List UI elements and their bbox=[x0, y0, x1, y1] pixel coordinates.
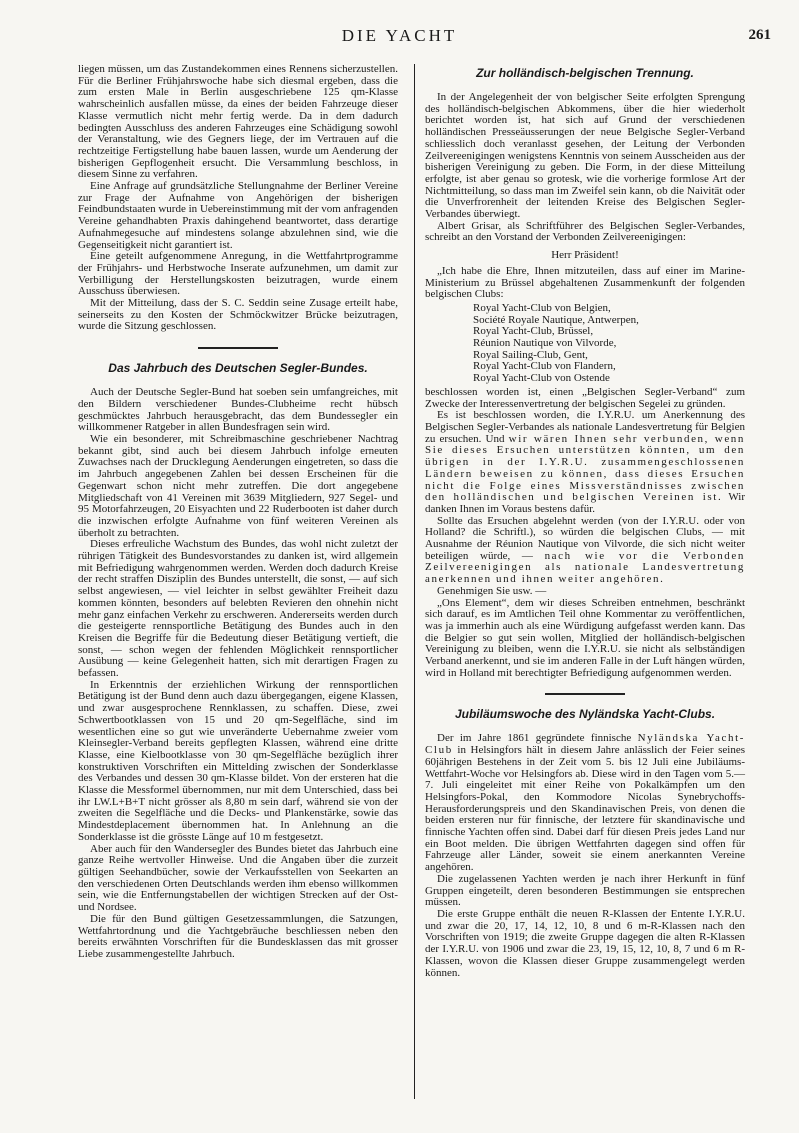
club-item: Royal Yacht-Club von Belgien, bbox=[473, 301, 611, 314]
text-run: Der im Jahre 1861 gegründete finnische bbox=[437, 732, 638, 745]
text-run-spaced: wir wären Ihnen sehr verbunden, wenn Sie dieses Ersuchen unterstützen könnten, um den übrigen in der I.Y.R.U. zusammengeschlossenen Ländern beweisen zu können, dass dieses Ersuchen nicht die Folge eines Missverständnisses zwischen den holländischen und belgischen Vereinen ist. bbox=[425, 432, 746, 504]
paragraph: Eine geteilt aufgenommene Anregung, in die Wettfahrtprogramme der Frühjahrs- und Herbstwoche Inserate aufzunehmen, um damit zur Verbilligung der Herstellungskosten beizutragen, wurde einem Ausschuss überwiesen. bbox=[78, 250, 398, 298]
paragraph bbox=[425, 733, 745, 873]
page-header bbox=[0, 26, 799, 48]
article-heading: Zur holländisch-belgischen Trennung. bbox=[476, 66, 694, 80]
section-divider bbox=[198, 347, 278, 349]
left-column bbox=[78, 64, 398, 961]
paragraph: Die erste Gruppe enthält die neuen R-Klassen der Entente I.Y.R.U. und zwar die 20, 17, 14, 12, 10, 8 und 6 m-R-Klassen nach den Vorschriften von 1919; die zweite Gruppe dagegen die alten R-Klassen der I.Y.R.U. von 1906 und zwar die 23, 19, 15, 12, 10, 8, 7 und 6 m R-Klassen, wovon die Klassen dieser Gruppe zusammengelegt werden können. bbox=[425, 908, 745, 979]
right-column bbox=[425, 64, 745, 979]
journal-title: DIE YACHT bbox=[341, 26, 458, 45]
paragraph: In der Angelegenheit der von belgischer Seite erfolgten Sprengung des holländisch-belgischen Abkommens, über die hier wiederholt berichtet worden ist, hat sich auf Grund der verschiedenen holländischen Presseäusserungen der neue Belgische Segler-Verband schliesslich doch veranlasst gesehen, der Leitung der Verbonden Zeilvereenigingen wenigstens Kenntnis von seinem Ausscheiden aus der bisherigen Vereinigung zu geben. Die Form, in der diese Mitteilung erfolgte, ist aber genau so grotesk, wie die vorherige formlose Art der Nichtmitteilung, so dass man im Zweifel sein kann, ob die Naivität oder die Unverfrorenheit der leitenden Kreise des Belgischen Segler-Verbandes überwiegt. bbox=[425, 91, 745, 221]
text-run: Sollte das Ersuchen abgelehnt werden (von der I.Y.R.U. oder von Holland? die Schriftl.), so würden die belgischen Clubs, — mit Ausnahme der Réunion Nautique von Vilvorde, die sich nicht weiter beteiligen würde, — bbox=[425, 514, 745, 562]
paragraph: Eine Anfrage auf grundsätzliche Stellungnahme der Berliner Vereine zur Frage der Aufnahme von Angehörigen der bisherigen Feindbundstaaten wurde in Uebereinstimmung mit der vom anfragenden Vereine gehandhabten Praxis dahingehend beantwortet, dass derartige Aufnahmegesuche auf mindestens solange abzulehnen sind, wie die Gegenseitigkeit nicht garantiert ist. bbox=[78, 180, 398, 251]
paragraph: Albert Grisar, als Schriftführer des Belgischen Segler-Verbandes, schreibt an den Vorstand der Verbonden Zeilvereenigingen: bbox=[425, 219, 745, 244]
club-list bbox=[473, 303, 745, 385]
club-item: Réunion Nautique von Vilvorde, bbox=[473, 337, 617, 350]
text-run: Wir danken Ihnen im Voraus bestens dafür. bbox=[425, 491, 746, 515]
club-item: Royal Yacht-Club von Ostende bbox=[473, 372, 610, 385]
paragraph bbox=[425, 410, 745, 515]
article-heading: Jubiläumswoche des Nyländska Yacht-Clubs. bbox=[454, 707, 716, 722]
paragraph: Die zugelassenen Yachten werden je nach ihrer Herkunft in fünf Gruppen eingeteilt, deren besonderen Bestimmungen sie entsprechen müssen. bbox=[425, 872, 745, 909]
paragraph: beschlossen worden ist, einen „Belgischen Segler-Verband“ zum Zwecke der Interessenvertretung der belgischen Segelei zu gründen. bbox=[425, 385, 745, 410]
text-run: in Helsingfors hält in diesem Jahre anlässlich der Feier seines 60jährigen Bestehens in der Zeit vom 5. bis 12 Juli eine Jubiläums-Wettfahrt-Woche vor Helsingfors ab. Diese wird in den Tagen vom 5.—7. Juli eingeleitet mit einer Reihe von Pokalkämpfen um den Helsingfors-Pokal, den Kommodore Nicolas Synebrychoffs-Herausforderungspreis und den Skandinavischen Preis, von denen die beiden ersteren nur für finnische, der letztere für skandinavische und finnische Yachten offen sind. Dabei darf für diesen Preis jedes Land nur ein Boot melden. Die übrigen Wettfahrten dagegen sind offen für Fahrzeuge aller Länder, soweit sie einem anerkannten Vereine angehören. bbox=[425, 744, 745, 874]
club-item: Royal Sailing-Club, Gent, bbox=[473, 348, 588, 361]
paragraph: Auch der Deutsche Segler-Bund hat soeben sein umfangreiches, mit den Bildern verschiedener Bundes-Clubheime recht hübsch geschmücktes Jahrbuch herausgebracht, das dem Bundessegler ein willkommener Ratgeber in allen Bundesfragen sein wird. bbox=[78, 386, 398, 434]
paragraph: Genehmigen Sie usw. — bbox=[437, 584, 547, 597]
paragraph: liegen müssen, um das Zustandekommen eines Rennens sicherzustellen. Für die Berliner Frühjahrswoche habe sich diesmal ergeben, dass die zum ersten Male in Berlin ausgeschriebene 125 qm-Klasse wahrscheinlich ausfallen müsse, da eines der beiden Fahrzeuge dieser Klasse vermutlich nicht mehr fertig werde. Da in dem dadurch bedingten Ausschluss des anderen Fahrzeuges eine Schädigung sowohl der Veranstaltung, wie des Gegners liege, der im Vertrauen auf die rechtzeitige Fertigstellung habe bauen lassen, wurde um Aenderung der bisherigen Gepflogenheit ersucht. Die Versammlung beschloss, in diesem Sinne zu verfahren. bbox=[78, 63, 398, 181]
article-heading: Das Jahrbuch des Deutschen Segler-Bundes. bbox=[108, 361, 368, 376]
paragraph: „Ons Element“, dem wir dieses Schreiben entnehmen, beschränkt sich darauf, es im Amtlichen Teil ohne Kommentar zu veröffentlichen, was ja immerhin auch als eine Würdigung aufgefasst werden kann. Das die Belgier so gut sein wollen, Mitglied der holländisch-belgischen Vereinigung zu bleiben, wenn die I.Y.R.U. sie nicht als selbständigen Verband anerkennt, und sie im anderen Falle in der Luft hängen würden, wird in Holland mit berechtigter Befriedigung aufgenommen werden. bbox=[425, 596, 745, 679]
text-run-spaced: Nyländska Yacht-Club bbox=[425, 732, 745, 757]
paragraph: Aber auch für den Wandersegler des Bundes bietet das Jahrbuch eine ganze Reihe wertvoller Hinweise. Und die Angaben über die zurzeit gültigen Seehandbücher, sowie der Verkaufsstellen von Seekarten an den verschiedenen Orten Deutschlands werden ihm ebenso willkommen sein, wie die Entfernungstabellen der wichtigen Strecken auf der Ost- und Nordsee. bbox=[78, 842, 398, 914]
text-run: Es ist beschlossen worden, die I.Y.R.U. um Anerkennung des Belgischen Segler-Verbandes als nationale Landesvertretung für Belgien zu ersuchen. Und bbox=[425, 409, 745, 445]
club-item: Société Royale Nautique, Antwerpen, bbox=[473, 313, 639, 326]
page-number: 261 bbox=[748, 27, 771, 43]
paragraph: Wie ein besonderer, mit Schreibmaschine geschriebener Nachtrag bekannt gibt, sind auch bei diesem Jahrbuch infolge erneuten Zuwachses nach der Drucklegung Aenderungen eingetreten, so dass die im Jahrbuch angegebenen Zahlen bei dessen Erscheinen für die Gegenwart schon nicht mehr zutreffen. Die dort angegebene Mitgliedschaft von 41 Vereinen mit 3639 Mitgliedern, 927 Segel- und 95 Motorfahrzeugen, 20 Eisyachten und 22 Ruderbooten ist daher durch die inzwischen erfolgte Aufnahme von fünf weiteren Vereinen als überholt zu betrachten. bbox=[78, 432, 398, 539]
club-item: Royal Yacht-Club, Brüssel, bbox=[473, 325, 594, 338]
letter-salutation: Herr Präsident! bbox=[551, 249, 619, 262]
paragraph: In Erkenntnis der erziehlichen Wirkung der rennsportlichen Betätigung ist der Bund denn auch dazu übergegangen, eigene Klassen, und zwar ausgesprochene Rennklassen, zu schaffen. Diese, zwei Schwertbootklassen von 15 und 20 qm-Segelfläche, sind im wesentlichen eine so gut wie unveränderte Uebernahme zweier vom Kleinsegler-Verband bereits gepflegten Klassen, während eine dritte Klasse, eine Kielbootklasse von 30 qm-Segelfläche bezüglich ihrer konstruktiven Vorschriften ein Mittelding zwischen der Sonderklasse des Verbandes und dessen 30 qm-Klasse bildet. Von der ersteren hat die Klasse die Messformel übernommen, nur mit dem Unterschied, dass bei ihr LW.L+B+T nicht grösser als 8,80 m sein darf, während sie von der zweiten die Segelfläche und die Decks- und Plankenstärke, sowie das Mindestdeplacement übernommen hat. In Anlehnung an die Sonderklasse ist die grösste Länge auf 10 m festgesetzt. bbox=[78, 678, 398, 843]
paragraph bbox=[425, 516, 745, 586]
section-divider bbox=[545, 693, 625, 695]
paragraph: Mit der Mitteilung, dass der S. C. Seddin seine Zusage erteilt habe, seinerseits zu den Kosten der Schmöckwitzer Brücke beizutragen, wurde die Sitzung geschlossen. bbox=[78, 297, 398, 333]
column-rule bbox=[414, 64, 415, 1099]
club-item: Royal Yacht-Club von Flandern, bbox=[473, 360, 616, 373]
paragraph: Die für den Bund gültigen Gesetzessammlungen, die Satzungen, Wettfahrtordnung und die Yachtgebräuche beschliessen neben den bereits erwähnten Vorschriften für die Bundesklassen das mit grosser Liebe zusammengestellte Jahrbuch. bbox=[78, 912, 398, 960]
paragraph: „Ich habe die Ehre, Ihnen mitzuteilen, dass auf einer im Marine-Ministerium zu Brüssel abgehaltenen Zusammenkunft der folgenden belgischen Clubs: bbox=[425, 264, 745, 301]
paragraph: Dieses erfreuliche Wachstum des Bundes, das wohl nicht zuletzt der rührigen Tätigkeit des Bundesvorstandes zu danken ist, wird allgemein mit Befriedigung wahrgenommen werden. Werden doch dadurch Kreise der recht straffen Disziplin des Bundes unterstellt, die sonst, — auf sich selbst angewiesen, — viel leichter in selbst gewählter Freiheit dazu kommen könnten, besonders auf belebten Revieren den ohnehin nicht mehr ganz einfachen Verkehr zu erschweren. Andererseits werden durch die gesteigerte rennsportliche Betätigung des Bundes auch in den Kreisen die Begriffe für die Bedeutung dieser Betätigung vertieft, die sonst, — schon wegen der fehlenden Möglichkeit rennsportlicher Ausübung — keine Gelegenheit hatten, sich mit derartigen Fragen zu befassen. bbox=[78, 538, 398, 680]
text-run-spaced: nach wie vor die Verbonden Zeilvereenigingen als nationale Landesvertretung anerkennen und ihnen weiter angehören. bbox=[425, 549, 745, 586]
